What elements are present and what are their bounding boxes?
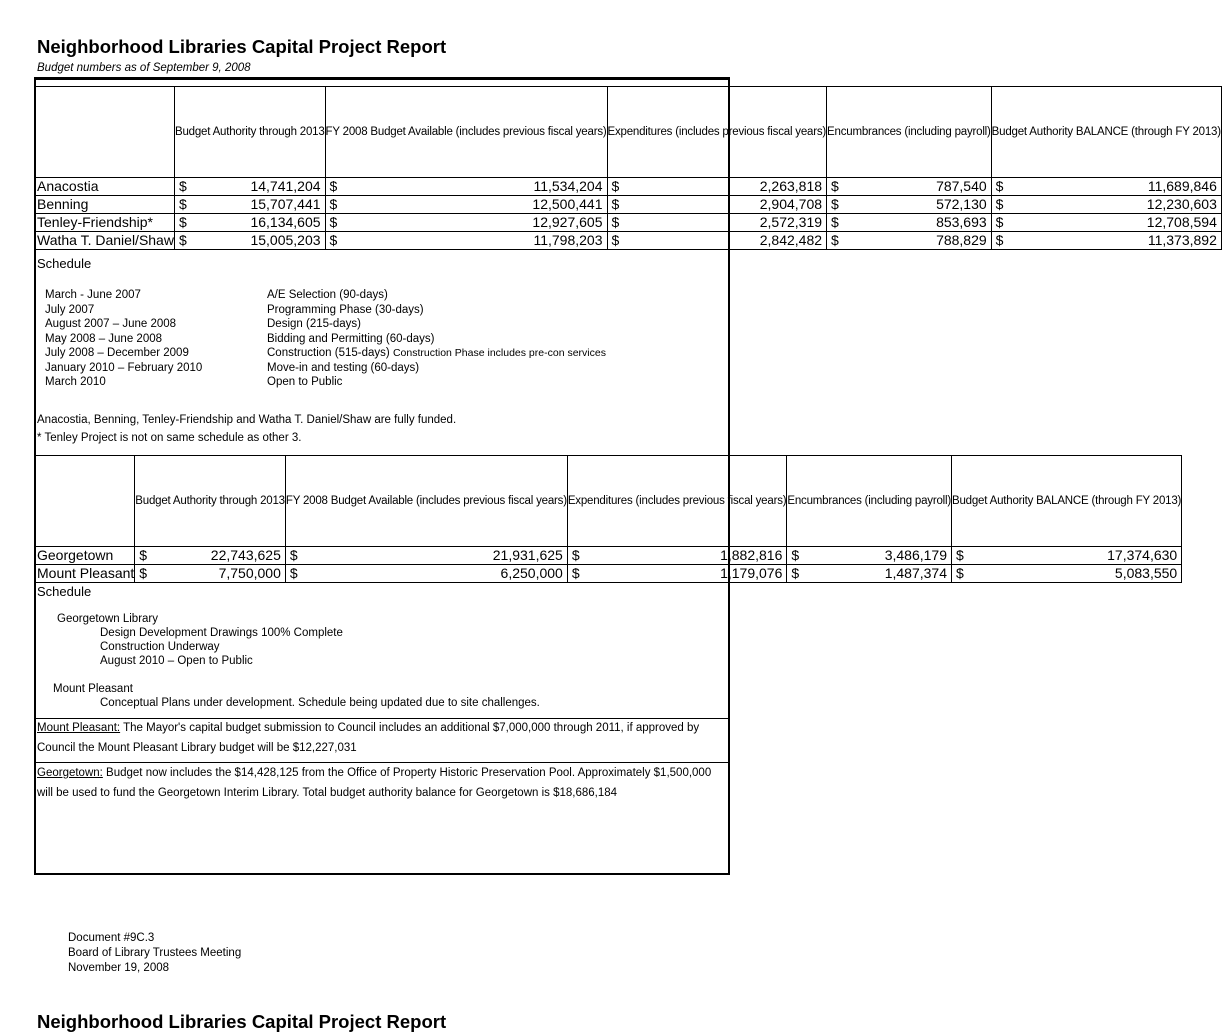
table-cell-value: 15,707,441 [250,196,321,212]
schedule-date: July 2007 [45,303,95,316]
table-row [35,565,1182,583]
table-cell-value: 12,927,605 [532,214,603,230]
schedule-activity: Bidding and Permitting (60-days) [267,332,435,345]
table-cell-value: 6,250,000 [500,565,563,581]
table-row [35,178,1221,196]
table-cell-value: 11,534,204 [533,178,603,194]
currency-symbol: $ [831,232,839,248]
col-header-encumbrances: Encumbrances (including payroll) [827,87,992,178]
schedule-activity: A/E Selection (90-days) [267,289,388,301]
currency-symbol: $ [956,547,964,563]
table-cell-value: 12,500,441 [532,196,603,212]
col-header-expenditures: Expenditures (includes previous fiscal years) [607,87,827,178]
currency-symbol: $ [139,547,148,563]
table-cell-value: 21,931,625 [492,547,563,563]
currency-symbol: $ [611,196,620,212]
mount-pleasant-paragraph [37,719,727,758]
library-name: Anacostia [35,178,174,196]
library-name: Georgetown [35,547,135,565]
funded-note: Anacostia, Benning, Tenley-Friendship and Watha T. Daniel/Shaw are fully funded. [37,414,457,426]
currency-symbol: $ [329,214,338,230]
currency-symbol: $ [329,196,338,212]
georgetown-schedule-heading: Georgetown Library [57,613,158,625]
currency-symbol: $ [995,196,1004,212]
col-header-expenditures: Expenditures (includes previous fiscal years) [567,456,787,547]
currency-symbol: $ [791,547,800,563]
georgetown-paragraph [37,764,727,803]
currency-symbol: $ [831,214,839,230]
col-header-fy2008-available: FY 2008 Budget Available (includes previous fiscal years) [285,456,567,547]
currency-symbol: $ [289,547,298,563]
currency-symbol: $ [289,565,298,581]
georgetown-text: Budget now includes the $14,428,125 from the Office of Property Historic Preservation Pool. Approximately $1,500,000 will be used to fund the Georgetown Interim Library. Total budget authority balance for Georgetown is $18,686,184 [37,767,712,799]
currency-symbol: $ [178,178,187,194]
schedule-heading-1: Schedule [37,256,92,271]
library-name: Mount Pleasant [37,565,135,581]
mount-pleasant-label: Mount Pleasant: [37,722,121,734]
schedule-activity: Open to Public [267,376,343,388]
table-cell-value: 12,230,603 [1146,196,1217,212]
table-cell-value: 11,798,203 [533,232,603,248]
mount-pleasant-schedule-heading: Mount Pleasant [53,683,133,695]
table-cell-value: 11,373,892 [1147,232,1217,248]
table-cell-value: 2,904,708 [759,196,823,212]
budget-table-2 [35,455,1182,583]
page-subtitle: Budget numbers as of September 9, 2008 [37,62,251,74]
currency-symbol: $ [831,196,839,212]
col-header-budget-authority: Budget Authority through 2013 [135,456,286,547]
schedule-activity: Construction (515-days) [267,347,390,359]
schedule-date: March - June 2007 [45,289,141,301]
table-cell-value: 5,083,550 [1114,565,1178,581]
table-cell-value: 853,693 [936,214,987,230]
currency-symbol: $ [178,232,187,248]
currency-symbol: $ [178,214,187,230]
table-cell-value: 16,134,605 [250,214,321,230]
table-cell-value: 572,130 [936,196,987,212]
table-cell-value: 14,741,204 [250,178,321,194]
col-header-encumbrances: Encumbrances (including payroll) [787,456,952,547]
budget-table-1 [35,86,1222,250]
table-cell-value: 787,540 [936,178,987,194]
currency-symbol: $ [571,565,580,581]
currency-symbol: $ [995,232,1004,248]
currency-symbol: $ [791,565,800,581]
library-name: Watha T. Daniel/Shaw [37,232,174,248]
col-header-balance: Budget Authority BALANCE (through FY 2013) [952,456,1182,547]
table-cell-value: 1,179,076 [720,565,783,581]
table-cell-value: 12,708,594 [1146,214,1217,230]
library-name: Benning [35,196,174,214]
currency-symbol: $ [995,214,1004,230]
currency-symbol: $ [139,565,148,581]
table-cell-value: 11,689,846 [1147,178,1217,194]
table-cell-value: 15,005,203 [250,232,321,248]
document-number: Document #9C.3 [68,932,155,944]
meeting-date: November 19, 2008 [68,962,170,974]
georgetown-schedule-item: Construction Underway [100,641,220,653]
table-cell-value: 1,882,816 [720,547,783,563]
mount-pleasant-text: The Mayor's capital budget submission to Council includes an additional $7,000,000 through 2011, if approved by Council the Mount Pleasant Library budget will be $12,227,031 [37,722,700,754]
mount-pleasant-schedule-item: Conceptual Plans under development. Schedule being updated due to site challenges. [100,697,540,709]
currency-symbol: $ [571,547,580,563]
schedule-activity: Programming Phase (30-days) [267,303,424,316]
table-cell-value: 22,743,625 [210,547,281,563]
currency-symbol: $ [611,232,620,248]
table-cell-value: 2,842,482 [759,232,823,248]
table-cell-value: 17,374,630 [1107,547,1178,563]
currency-symbol: $ [178,196,187,212]
table-row [35,196,1221,214]
col-header-fy2008-available: FY 2008 Budget Available (includes previous fiscal years) [325,87,607,178]
schedule-date: May 2008 – June 2008 [45,332,163,345]
currency-symbol: $ [995,178,1004,194]
document-footer [68,931,241,976]
georgetown-schedule-item: Design Development Drawings 100% Complete [100,627,343,639]
schedule-activity-row [267,346,606,361]
table-row [35,214,1221,232]
currency-symbol: $ [611,178,620,194]
table-cell-value: 1,487,374 [884,565,947,581]
georgetown-schedule-item: August 2010 – Open to Public [100,655,253,667]
georgetown-label: Georgetown: [37,767,103,779]
tenley-note: * Tenley Project is not on same schedule as other 3. [37,432,302,444]
meeting-name: Board of Library Trustees Meeting [68,947,242,959]
schedule-date: August 2007 – June 2008 [45,318,177,330]
table-cell-value: 2,263,818 [759,178,823,194]
schedule-date: January 2010 – February 2010 [45,361,203,374]
table-cell-value: 2,572,319 [759,214,823,230]
table-cell-value: 7,750,000 [218,565,281,581]
table-cell-value: 788,829 [936,232,987,248]
currency-symbol: $ [611,214,620,230]
schedule-date: March 2010 [45,376,106,388]
currency-symbol: $ [956,565,964,581]
currency-symbol: $ [831,178,839,194]
divider [35,762,728,763]
schedule-activity: Design (215-days) [267,318,361,330]
table-row [35,232,1221,250]
col-header-balance: Budget Authority BALANCE (through FY 2013) [991,87,1221,178]
schedule-activity: Move-in and testing (60-days) [267,361,420,374]
next-page-title: Neighborhood Libraries Capital Project Report [37,1011,447,1032]
currency-symbol: $ [329,178,338,194]
col-header-budget-authority: Budget Authority through 2013 [174,87,325,178]
currency-symbol: $ [329,232,338,248]
table-cell-value: 3,486,179 [884,547,947,563]
schedule-note: Construction Phase includes pre-con services [392,347,606,359]
library-name: Tenley-Friendship* [35,214,174,232]
page-title: Neighborhood Libraries Capital Project Report [37,36,447,57]
schedule-heading-2: Schedule [37,584,92,599]
schedule-date: July 2008 – December 2009 [45,347,189,359]
table-row [35,547,1182,565]
